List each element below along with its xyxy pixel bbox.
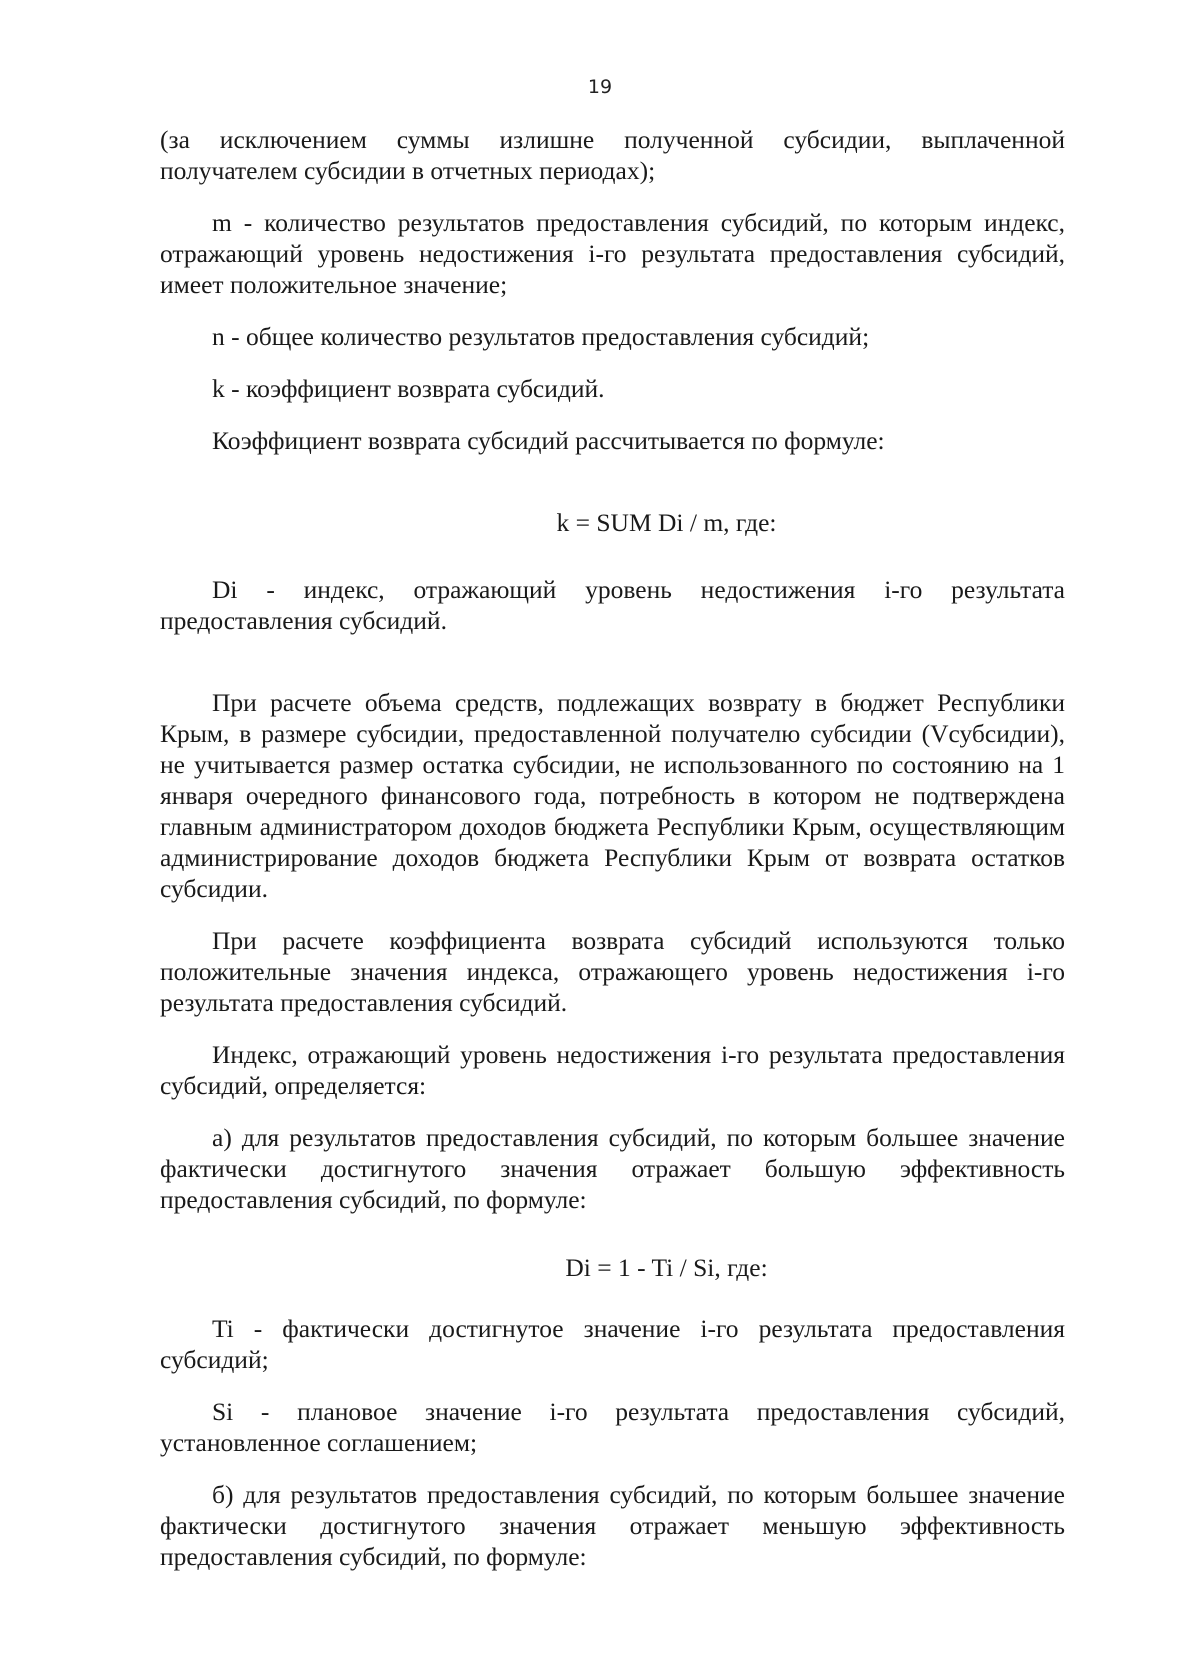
paragraph-case-a: а) для результатов предоставления субсидий, по которым большее значение фактически достигнутого значения отражает большую эффективность предоставления субсидий, по формуле: [160,1123,1065,1214]
spacer [160,657,1065,687]
paragraph-continuation: (за исключением суммы излишне полученной субсидии, выплаченной получателем субсидии в отчетных периодах); [160,125,1065,185]
spacer [160,1283,1065,1313]
spacer [160,1236,1065,1252]
paragraph-di-definition: Di - индекс, отражающий уровень недостижения i-го результата предоставления субсидий. [160,575,1065,635]
paragraph-positive-values: При расчете коэффициента возврата субсидий используются только положительные значения индекса, отражающего уровень недостижения i-го результата предоставления субсидий. [160,926,1065,1017]
formula-di: Di = 1 - Ti / Si, где: [565,1253,768,1282]
paragraph-m-definition: m - количество результатов предоставления субсидий, по которым индекс, отражающий уровень недостижения i-го результата предоставления субсидий, имеет положительное значение; [160,208,1065,299]
page-number: 19 [587,76,613,98]
spacer [160,538,1065,574]
paragraph-index-determination: Индекс, отражающий уровень недостижения i-го результата предоставления субсидий, определяется: [160,1040,1065,1100]
spacer [160,477,1065,507]
document-body [160,124,1065,1593]
paragraph-k-formula-intro: Коэффициент возврата субсидий рассчитывается по формуле: [212,426,885,455]
paragraph-n-definition: n - общее количество результатов предоставления субсидий; [212,322,870,351]
paragraph-si-definition: Si - плановое значение i-го результата предоставления субсидий, установленное соглашением; [160,1397,1065,1457]
paragraph-case-b: б) для результатов предоставления субсидий, по которым большее значение фактически достигнутого значения отражает меньшую эффективность предоставления субсидий, по формуле: [160,1480,1065,1571]
formula-k: k = SUM Di / m, где: [556,508,777,537]
paragraph-k-definition: k - коэффициент возврата субсидий. [212,374,605,403]
paragraph-volume-calculation: При расчете объема средств, подлежащих возврату в бюджет Республики Крым, в размере субсидии, предоставленной получателю субсидии (Vсубсидии), не учитывается размер остатка субсидии, не использованного по состоянию на 1 января очередного финансового года, потребность в котором не подтверждена главным администратором доходов бюджета Республики Крым, осуществляющим администрирование доходов бюджета Республики Крым от возврата остатков субсидии. [160,688,1065,903]
paragraph-ti-definition: Ti - фактически достигнутое значение i-го результата предоставления субсидий; [160,1314,1065,1374]
